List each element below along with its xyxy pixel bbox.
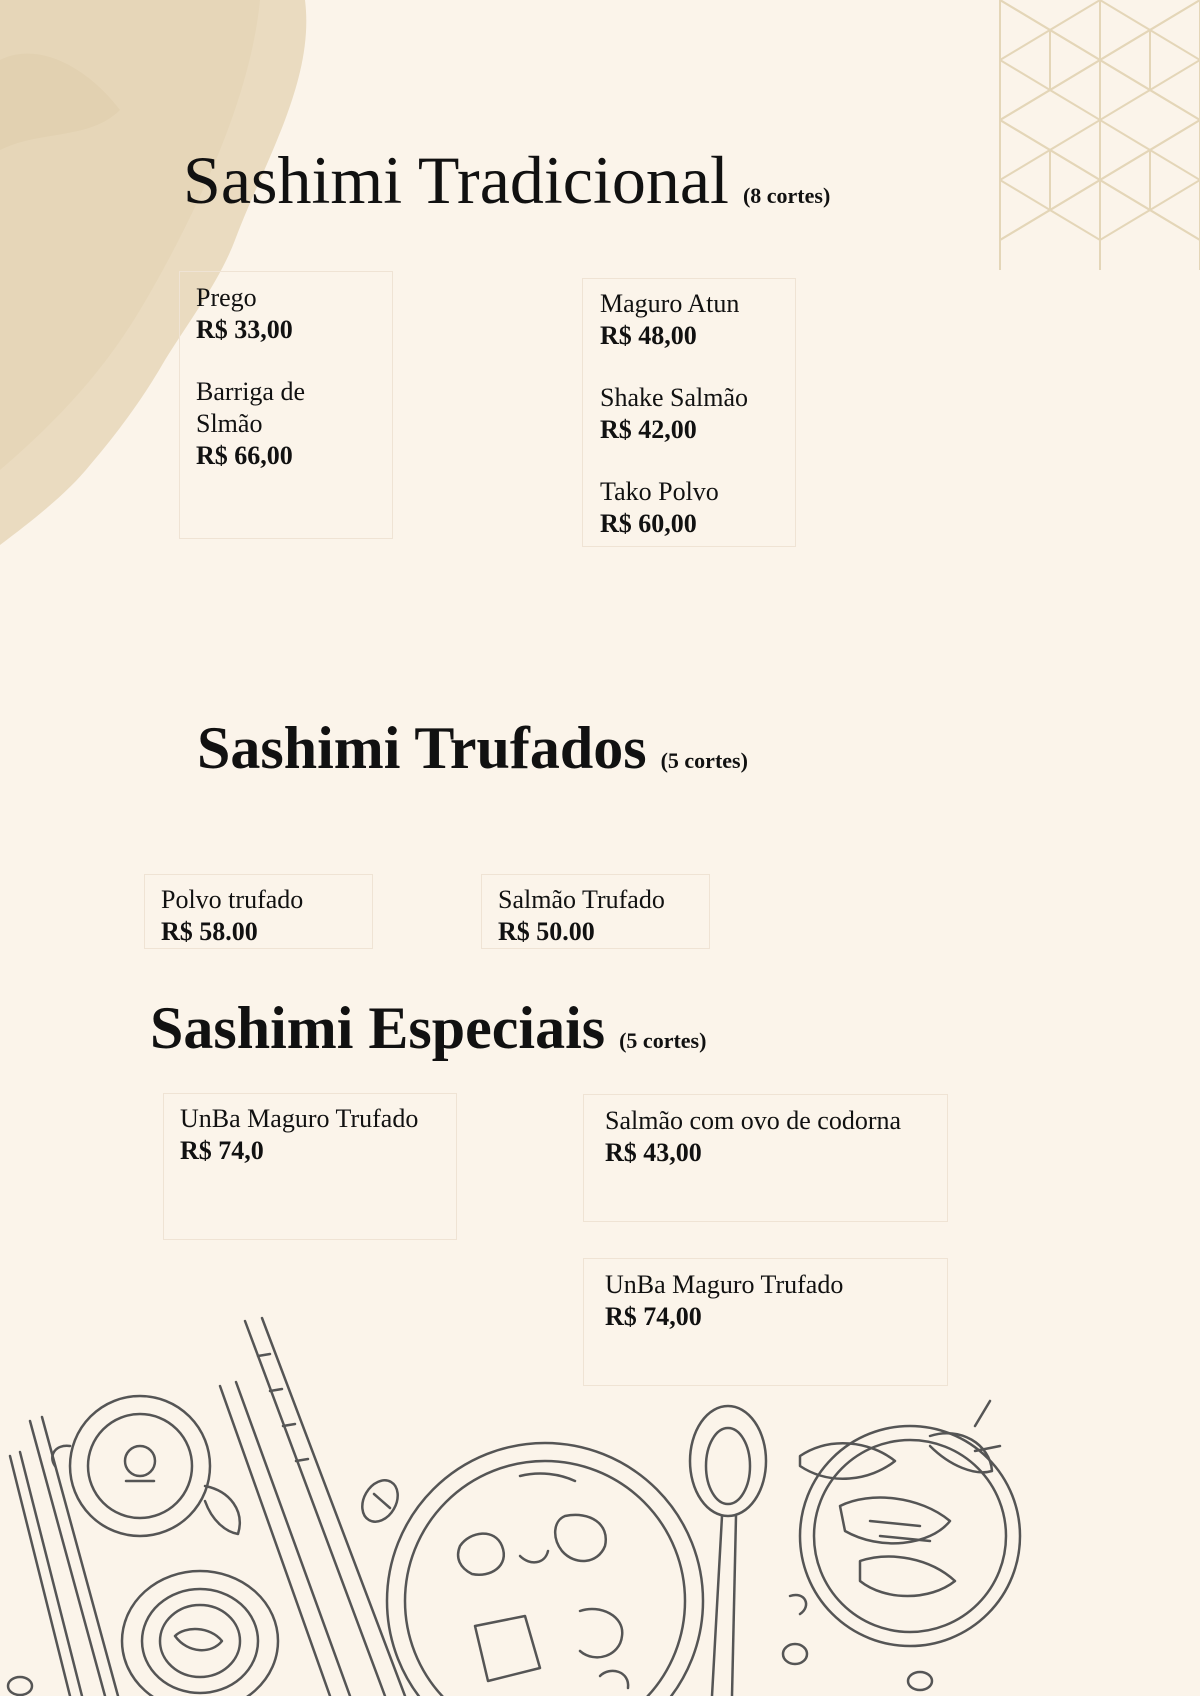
item-price: R$ 43,00 (605, 1138, 702, 1167)
menu-item (196, 282, 376, 346)
menu-item (605, 1105, 926, 1169)
section-title: Sashimi Trufados (197, 715, 647, 781)
menu-box (481, 874, 710, 949)
section-heading-trufados (197, 715, 748, 781)
item-name: Prego (196, 283, 257, 312)
food-illustration-icon (0, 1296, 1200, 1696)
item-name: Polvo trufado (161, 885, 304, 914)
menu-item (180, 1103, 440, 1167)
menu-item (161, 884, 356, 948)
item-name: Tako Polvo (600, 477, 719, 506)
menu-item (498, 884, 693, 948)
menu-box (163, 1093, 457, 1240)
menu-item (196, 376, 376, 472)
item-price: R$ 42,00 (600, 415, 697, 444)
item-price: R$ 33,00 (196, 315, 293, 344)
item-price: R$ 58.00 (161, 917, 258, 946)
section-heading-especiais (150, 995, 707, 1061)
item-name: Shake Salmão (600, 383, 749, 412)
section-subtitle: (5 cortes) (660, 748, 748, 773)
menu-item (600, 382, 778, 446)
item-price: R$ 66,00 (196, 441, 293, 470)
geometric-pattern (990, 0, 1200, 270)
item-name: UnBa Maguro Trufado (180, 1104, 419, 1133)
section-subtitle: (5 cortes) (619, 1028, 707, 1053)
section-title: Sashimi Especiais (150, 995, 606, 1061)
item-name: UnBa Maguro Trufado (605, 1270, 844, 1299)
section-heading-tradicional (183, 142, 831, 218)
item-price: R$ 74,00 (605, 1302, 702, 1331)
item-price: R$ 48,00 (600, 321, 697, 350)
item-price: R$ 60,00 (600, 509, 697, 538)
section-subtitle: (8 cortes) (742, 183, 831, 208)
item-price: R$ 74,0 (180, 1136, 264, 1165)
menu-box (179, 271, 393, 539)
section-title: Sashimi Tradicional (183, 142, 729, 218)
item-name: Maguro Atun (600, 289, 740, 318)
item-name: Salmão com ovo de codorna (605, 1106, 902, 1135)
item-price: R$ 50.00 (498, 917, 595, 946)
item-name: Barriga de Slmão (196, 377, 306, 438)
menu-item (600, 476, 778, 540)
menu-box (582, 278, 796, 547)
item-name: Salmão Trufado (498, 885, 665, 914)
menu-item (600, 288, 778, 352)
menu-box (583, 1094, 948, 1222)
menu-box (144, 874, 373, 949)
